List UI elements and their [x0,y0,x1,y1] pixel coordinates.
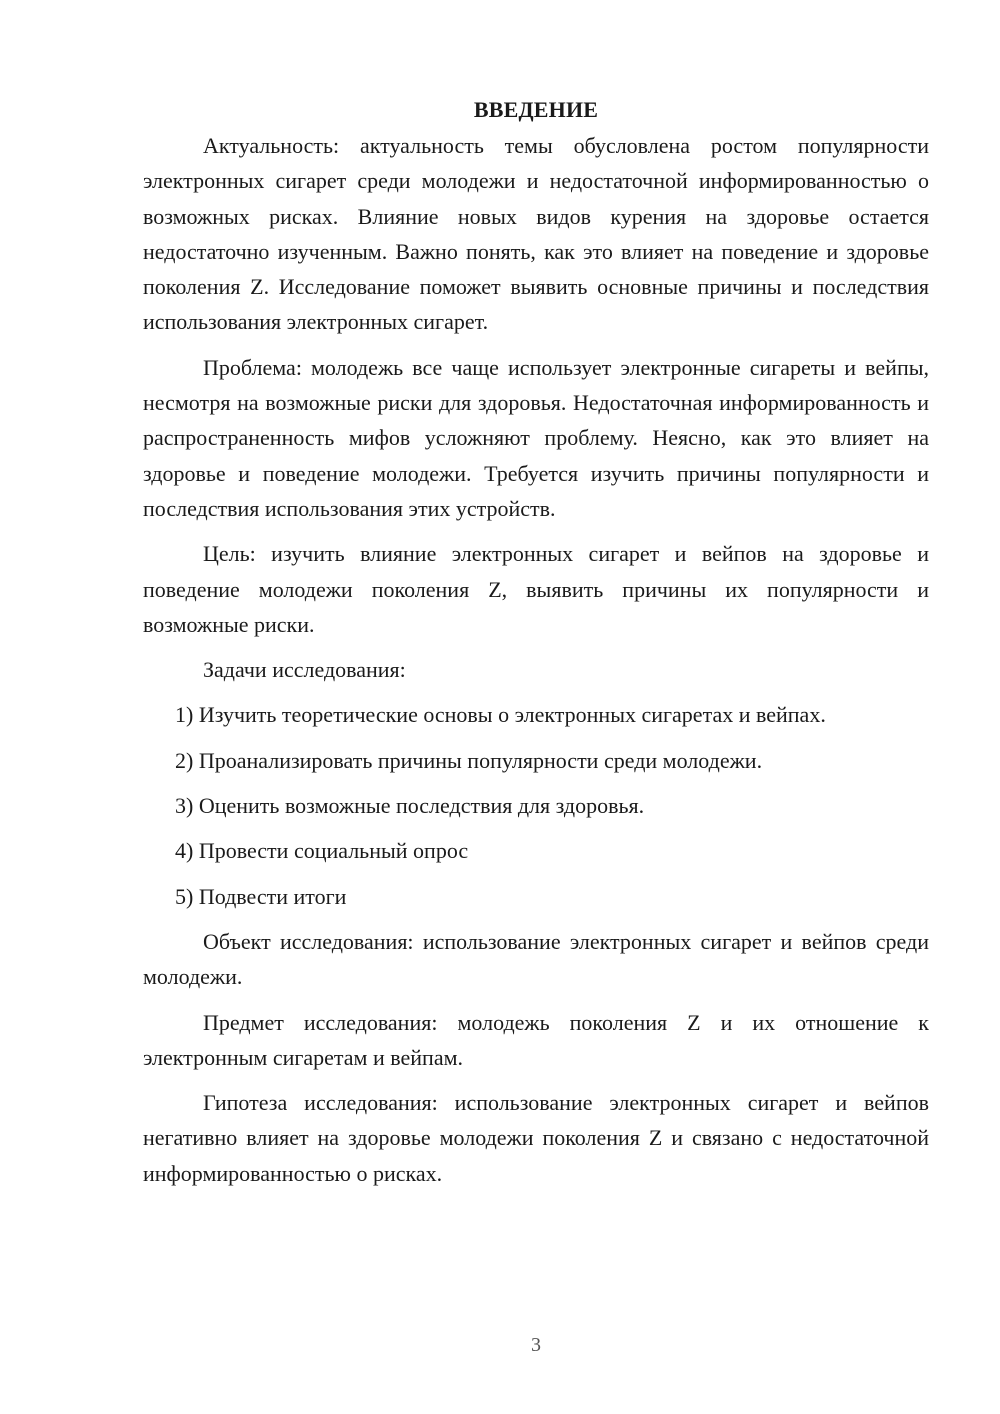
paragraph-hypothesis: Гипотеза исследования: использование электронных сигарет и вейпов негативно влияет на здоровье молодежи поколения Z и связано с недостаточной информированностью о рисках. [143,1090,929,1186]
paragraph-problem: Проблема: молодежь все чаще использует электронные сигареты и вейпы, несмотря на возможные риски для здоровья. Недостаточная информированность и распространенность мифов усложняют проблему. Неясно, как это влияет на здоровье и поведение молодежи. Требуется изучить причины популярности и последствия использования этих устройств. [143,354,929,521]
page-number: 3 [531,1334,541,1356]
task-item-4: 4) Провести социальный опрос [175,838,469,864]
task-item-2: 2) Проанализировать причины популярности среди молодежи. [175,747,763,773]
tasks-list [143,697,929,913]
task-item-5: 5) Подвести итоги [175,883,347,909]
paragraph-object: Объект исследования: использование электронных сигарет и вейпов среди молодежи. [143,928,929,990]
document-page [143,92,929,1201]
tasks-heading: Задачи исследования: [203,657,406,683]
task-item-1: 1) Изучить теоретические основы о электронных сигаретах и вейпах. [175,702,826,728]
paragraph-goal: Цель: изучить влияние электронных сигарет и вейпов на здоровье и поведение молодежи поколения Z, выявить причины их популярности и возможные риски. [143,541,929,637]
paragraph-relevance: Актуальность: актуальность темы обусловлена ростом популярности электронных сигарет среди молодежи и недостаточной информированностью о возможных рисках. Влияние новых видов курения на здоровье остается недостаточно изученным. Важно понять, как это влияет на поведение и здоровье поколения Z. Исследование поможет выявить основные причины и последствия использования электронных сигарет. [143,133,929,335]
paragraph-subject: Предмет исследования: молодежь поколения Z и их отношение к электронным сигаретам и вейпам. [143,1009,929,1070]
task-item-3: 3) Оценить возможные последствия для здоровья. [175,793,645,819]
page-title: ВВЕДЕНИЕ [473,97,599,122]
